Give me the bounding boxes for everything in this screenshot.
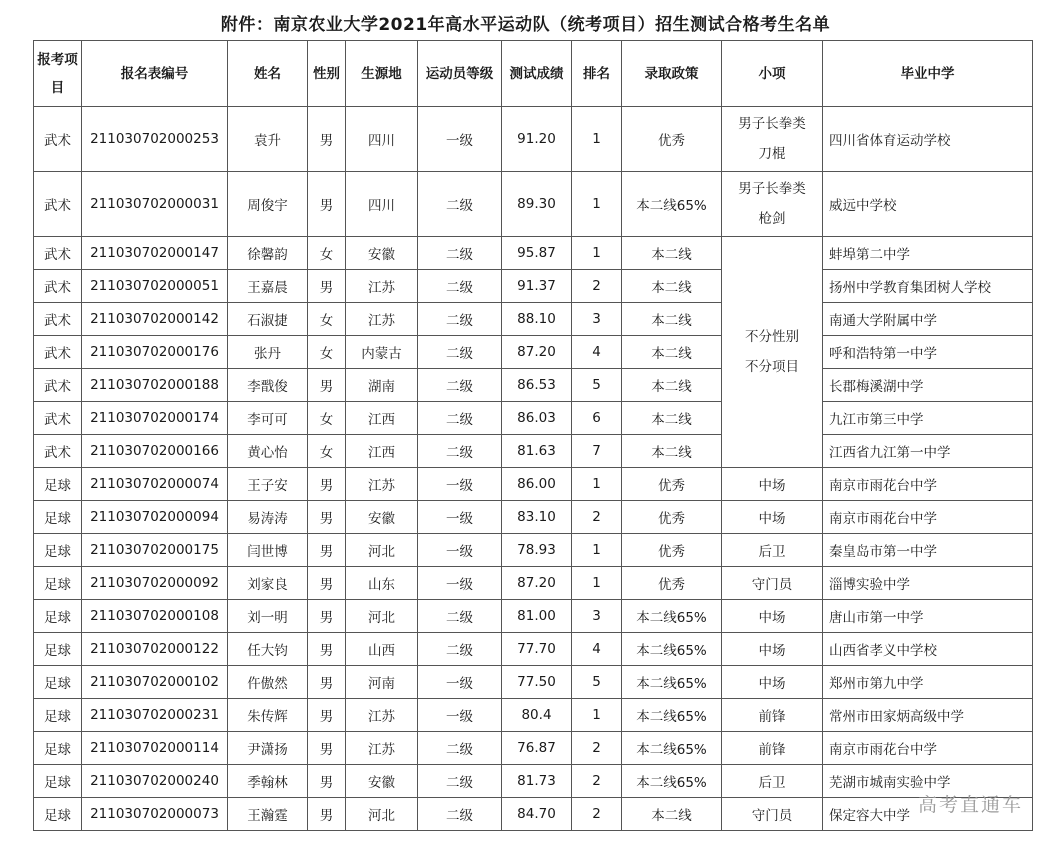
cell-origin: 安徽 (346, 765, 418, 798)
cell-school: 南京市雨花台中学 (823, 468, 1033, 501)
table-row (34, 765, 1033, 798)
cell-id: 211030702000176 (82, 336, 228, 369)
cell-origin: 安徽 (346, 501, 418, 534)
cell-score: 80.4 (502, 699, 572, 732)
cell-score: 86.53 (502, 369, 572, 402)
header-event: 小项 (722, 41, 823, 107)
cell-sex: 男 (308, 468, 346, 501)
cell-proj: 武术 (34, 336, 82, 369)
cell-policy: 本二线 (622, 435, 722, 468)
cell-proj: 足球 (34, 699, 82, 732)
cell-event: 守门员 (722, 567, 823, 600)
cell-school: 四川省体育运动学校 (823, 107, 1033, 172)
cell-level: 一级 (418, 468, 502, 501)
table-row (34, 468, 1033, 501)
cell-score: 86.00 (502, 468, 572, 501)
cell-sex: 女 (308, 237, 346, 270)
cell-sex: 男 (308, 369, 346, 402)
table-row (34, 270, 1033, 303)
cell-policy: 本二线 (622, 369, 722, 402)
cell-sex: 女 (308, 336, 346, 369)
cell-policy: 本二线65% (622, 732, 722, 765)
cell-school: 山西省孝义中学校 (823, 633, 1033, 666)
cell-id: 211030702000031 (82, 172, 228, 237)
cell-id: 211030702000142 (82, 303, 228, 336)
cell-level: 一级 (418, 534, 502, 567)
cell-id: 211030702000147 (82, 237, 228, 270)
cell-school: 南京市雨花台中学 (823, 501, 1033, 534)
cell-score: 91.37 (502, 270, 572, 303)
cell-level: 二级 (418, 765, 502, 798)
table-row (34, 501, 1033, 534)
header-rank: 排名 (572, 41, 622, 107)
cell-school: 唐山市第一中学 (823, 600, 1033, 633)
cell-score: 83.10 (502, 501, 572, 534)
cell-policy: 本二线65% (622, 765, 722, 798)
cell-proj: 足球 (34, 468, 82, 501)
cell-school: 长郡梅溪湖中学 (823, 369, 1033, 402)
header-origin: 生源地 (346, 41, 418, 107)
cell-event: 中场 (722, 501, 823, 534)
cell-rank: 1 (572, 699, 622, 732)
cell-school: 南通大学附属中学 (823, 303, 1033, 336)
cell-origin: 江苏 (346, 468, 418, 501)
cell-school: 扬州中学教育集团树人学校 (823, 270, 1033, 303)
table-row (34, 402, 1033, 435)
cell-id: 211030702000231 (82, 699, 228, 732)
cell-name: 刘一明 (228, 600, 308, 633)
cell-proj: 武术 (34, 303, 82, 336)
cell-sex: 男 (308, 765, 346, 798)
title-prefix: 附件： (220, 15, 274, 35)
cell-rank: 5 (572, 666, 622, 699)
cell-rank: 3 (572, 303, 622, 336)
cell-origin: 山东 (346, 567, 418, 600)
cell-level: 二级 (418, 336, 502, 369)
table-row (34, 534, 1033, 567)
cell-id: 211030702000073 (82, 798, 228, 831)
cell-origin: 湖南 (346, 369, 418, 402)
cell-id: 211030702000074 (82, 468, 228, 501)
watermark: 高考直通车 (917, 794, 1023, 816)
cell-id: 211030702000174 (82, 402, 228, 435)
cell-origin: 江苏 (346, 732, 418, 765)
page-title (0, 10, 1051, 35)
cell-name: 尹潇扬 (228, 732, 308, 765)
cell-name: 周俊宇 (228, 172, 308, 237)
cell-sex: 男 (308, 732, 346, 765)
cell-score: 91.20 (502, 107, 572, 172)
cell-level: 二级 (418, 732, 502, 765)
cell-school: 呼和浩特第一中学 (823, 336, 1033, 369)
cell-level: 一级 (418, 699, 502, 732)
cell-score: 78.93 (502, 534, 572, 567)
table-row (34, 699, 1033, 732)
cell-school: 芜湖市城南实验中学 (823, 765, 1033, 798)
cell-id: 211030702000051 (82, 270, 228, 303)
cell-level: 二级 (418, 798, 502, 831)
cell-policy: 本二线65% (622, 172, 722, 237)
cell-rank: 2 (572, 270, 622, 303)
cell-rank: 4 (572, 336, 622, 369)
header-name: 姓名 (228, 41, 308, 107)
cell-policy: 本二线 (622, 270, 722, 303)
cell-name: 徐馨韵 (228, 237, 308, 270)
cell-school: 威远中学校 (823, 172, 1033, 237)
cell-origin: 四川 (346, 107, 418, 172)
cell-sex: 男 (308, 666, 346, 699)
cell-level: 一级 (418, 107, 502, 172)
cell-school: 江西省九江第一中学 (823, 435, 1033, 468)
cell-policy: 优秀 (622, 107, 722, 172)
cell-name: 易涛涛 (228, 501, 308, 534)
cell-school: 蚌埠第二中学 (823, 237, 1033, 270)
cell-proj: 足球 (34, 567, 82, 600)
cell-school: 南京市雨花台中学 (823, 732, 1033, 765)
cell-level: 二级 (418, 237, 502, 270)
cell-policy: 优秀 (622, 468, 722, 501)
cell-school: 常州市田家炳高级中学 (823, 699, 1033, 732)
cell-event: 前锋 (722, 732, 823, 765)
table-row (34, 435, 1033, 468)
cell-rank: 5 (572, 369, 622, 402)
cell-policy: 优秀 (622, 501, 722, 534)
cell-name: 季翰林 (228, 765, 308, 798)
cell-id: 211030702000094 (82, 501, 228, 534)
cell-level: 一级 (418, 567, 502, 600)
cell-rank: 2 (572, 765, 622, 798)
cell-proj: 足球 (34, 501, 82, 534)
cell-proj: 武术 (34, 435, 82, 468)
cell-policy: 本二线 (622, 303, 722, 336)
cell-id: 211030702000253 (82, 107, 228, 172)
cell-score: 87.20 (502, 336, 572, 369)
header-policy: 录取政策 (622, 41, 722, 107)
cell-event: 守门员 (722, 798, 823, 831)
cell-proj: 足球 (34, 534, 82, 567)
cell-policy: 优秀 (622, 534, 722, 567)
header-sex: 性别 (308, 41, 346, 107)
cell-rank: 1 (572, 172, 622, 237)
cell-origin: 江苏 (346, 303, 418, 336)
cell-level: 二级 (418, 303, 502, 336)
candidate-table (33, 40, 1033, 831)
cell-id: 211030702000122 (82, 633, 228, 666)
cell-level: 二级 (418, 633, 502, 666)
table-row (34, 336, 1033, 369)
table-row (34, 633, 1033, 666)
cell-sex: 男 (308, 699, 346, 732)
cell-rank: 4 (572, 633, 622, 666)
table-row (34, 303, 1033, 336)
cell-level: 二级 (418, 402, 502, 435)
table-body (34, 107, 1033, 831)
cell-policy: 本二线 (622, 798, 722, 831)
cell-rank: 1 (572, 567, 622, 600)
cell-proj: 武术 (34, 237, 82, 270)
cell-origin: 河南 (346, 666, 418, 699)
cell-rank: 1 (572, 468, 622, 501)
cell-proj: 足球 (34, 798, 82, 831)
cell-level: 一级 (418, 666, 502, 699)
cell-name: 李可可 (228, 402, 308, 435)
cell-policy: 本二线65% (622, 666, 722, 699)
cell-proj: 武术 (34, 369, 82, 402)
cell-sex: 女 (308, 435, 346, 468)
cell-event: 中场 (722, 600, 823, 633)
cell-school: 郑州市第九中学 (823, 666, 1033, 699)
cell-origin: 河北 (346, 600, 418, 633)
cell-sex: 男 (308, 798, 346, 831)
cell-sex: 女 (308, 402, 346, 435)
cell-name: 王嘉晨 (228, 270, 308, 303)
cell-sex: 男 (308, 633, 346, 666)
cell-event: 男子长拳类 刀棍 (722, 107, 823, 172)
cell-score: 86.03 (502, 402, 572, 435)
cell-rank: 2 (572, 798, 622, 831)
cell-policy: 优秀 (622, 567, 722, 600)
header-school: 毕业中学 (823, 41, 1033, 107)
cell-origin: 江西 (346, 435, 418, 468)
cell-event: 男子长拳类 枪剑 (722, 172, 823, 237)
table-row (34, 107, 1033, 172)
cell-sex: 女 (308, 303, 346, 336)
cell-rank: 1 (572, 237, 622, 270)
table-header-row (34, 41, 1033, 107)
table-row (34, 567, 1033, 600)
cell-name: 朱传辉 (228, 699, 308, 732)
cell-origin: 四川 (346, 172, 418, 237)
cell-rank: 3 (572, 600, 622, 633)
cell-proj: 武术 (34, 270, 82, 303)
header-project: 报考项目 (34, 41, 82, 107)
cell-name: 张丹 (228, 336, 308, 369)
cell-proj: 足球 (34, 732, 82, 765)
cell-score: 76.87 (502, 732, 572, 765)
cell-event: 中场 (722, 633, 823, 666)
cell-school: 九江市第三中学 (823, 402, 1033, 435)
cell-id: 211030702000102 (82, 666, 228, 699)
cell-score: 88.10 (502, 303, 572, 336)
cell-origin: 内蒙古 (346, 336, 418, 369)
cell-origin: 河北 (346, 798, 418, 831)
cell-rank: 2 (572, 732, 622, 765)
cell-event: 后卫 (722, 534, 823, 567)
cell-score: 81.63 (502, 435, 572, 468)
cell-id: 211030702000114 (82, 732, 228, 765)
cell-name: 任大钧 (228, 633, 308, 666)
cell-origin: 河北 (346, 534, 418, 567)
cell-score: 89.30 (502, 172, 572, 237)
cell-origin: 江西 (346, 402, 418, 435)
cell-event: 前锋 (722, 699, 823, 732)
cell-event: 中场 (722, 666, 823, 699)
cell-policy: 本二线 (622, 237, 722, 270)
cell-score: 87.20 (502, 567, 572, 600)
cell-level: 二级 (418, 270, 502, 303)
cell-policy: 本二线65% (622, 633, 722, 666)
cell-score: 77.70 (502, 633, 572, 666)
header-score: 测试成绩 (502, 41, 572, 107)
cell-name: 李戬俊 (228, 369, 308, 402)
table-row (34, 666, 1033, 699)
table-row (34, 172, 1033, 237)
cell-event: 中场 (722, 468, 823, 501)
cell-policy: 本二线65% (622, 600, 722, 633)
cell-rank: 6 (572, 402, 622, 435)
cell-id: 211030702000092 (82, 567, 228, 600)
cell-score: 95.87 (502, 237, 572, 270)
cell-name: 仵傲然 (228, 666, 308, 699)
cell-rank: 7 (572, 435, 622, 468)
cell-id: 211030702000175 (82, 534, 228, 567)
cell-sex: 男 (308, 172, 346, 237)
cell-sex: 男 (308, 567, 346, 600)
cell-id: 211030702000188 (82, 369, 228, 402)
cell-level: 二级 (418, 172, 502, 237)
cell-proj: 足球 (34, 765, 82, 798)
cell-origin: 山西 (346, 633, 418, 666)
cell-score: 77.50 (502, 666, 572, 699)
cell-id: 211030702000108 (82, 600, 228, 633)
table-row (34, 600, 1033, 633)
cell-name: 闫世博 (228, 534, 308, 567)
table-row (34, 798, 1033, 831)
cell-proj: 武术 (34, 172, 82, 237)
cell-name: 石淑捷 (228, 303, 308, 336)
cell-id: 211030702000240 (82, 765, 228, 798)
cell-event: 后卫 (722, 765, 823, 798)
title-main: 南京农业大学2021年高水平运动队（统考项目）招生测试合格考生名单 (273, 15, 831, 35)
cell-rank: 1 (572, 534, 622, 567)
cell-rank: 2 (572, 501, 622, 534)
cell-name: 王瀚霆 (228, 798, 308, 831)
header-level: 运动员等级 (418, 41, 502, 107)
cell-sex: 男 (308, 534, 346, 567)
cell-origin: 安徽 (346, 237, 418, 270)
cell-rank: 1 (572, 107, 622, 172)
header-id: 报名表编号 (82, 41, 228, 107)
cell-origin: 江苏 (346, 270, 418, 303)
cell-policy: 本二线 (622, 402, 722, 435)
cell-origin: 江苏 (346, 699, 418, 732)
cell-sex: 男 (308, 107, 346, 172)
cell-level: 二级 (418, 600, 502, 633)
cell-sex: 男 (308, 600, 346, 633)
cell-score: 84.70 (502, 798, 572, 831)
cell-name: 王子安 (228, 468, 308, 501)
cell-level: 二级 (418, 435, 502, 468)
cell-policy: 本二线65% (622, 699, 722, 732)
cell-name: 袁升 (228, 107, 308, 172)
cell-name: 刘家良 (228, 567, 308, 600)
table-row (34, 732, 1033, 765)
cell-proj: 足球 (34, 600, 82, 633)
cell-policy: 本二线 (622, 336, 722, 369)
cell-score: 81.73 (502, 765, 572, 798)
cell-proj: 足球 (34, 666, 82, 699)
cell-school: 淄博实验中学 (823, 567, 1033, 600)
cell-school: 秦皇岛市第一中学 (823, 534, 1033, 567)
cell-sex: 男 (308, 270, 346, 303)
cell-proj: 足球 (34, 633, 82, 666)
cell-event-merged: 不分性别 不分项目 (722, 237, 823, 468)
cell-id: 211030702000166 (82, 435, 228, 468)
cell-level: 一级 (418, 501, 502, 534)
cell-sex: 男 (308, 501, 346, 534)
cell-school: 保定容大中学 (823, 798, 1033, 831)
cell-score: 81.00 (502, 600, 572, 633)
cell-name: 黄心怡 (228, 435, 308, 468)
table-row (34, 369, 1033, 402)
cell-proj: 武术 (34, 402, 82, 435)
cell-level: 二级 (418, 369, 502, 402)
table-row (34, 237, 1033, 270)
cell-proj: 武术 (34, 107, 82, 172)
